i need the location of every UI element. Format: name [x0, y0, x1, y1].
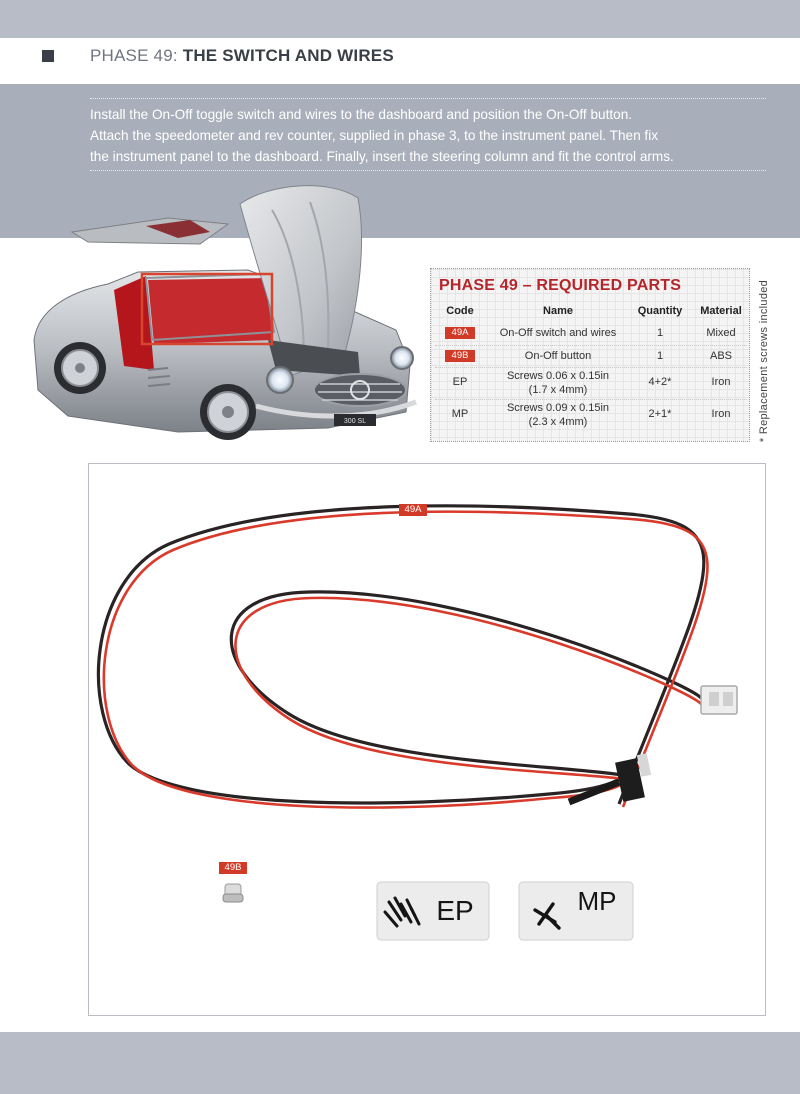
top-band — [0, 0, 800, 38]
part-name: On-Off button — [524, 350, 592, 362]
header-code: Code — [446, 305, 474, 317]
row-separator — [435, 367, 747, 368]
bag-mp-label: MP — [577, 886, 617, 916]
title-square-icon — [42, 50, 54, 62]
part-quantity: 1 — [656, 350, 664, 362]
phase-prefix: PHASE 49: — [90, 46, 178, 65]
label-49b: 49B — [219, 862, 247, 874]
part-material: Mixed — [706, 327, 736, 339]
replacement-note-text: * Replacement screws included — [758, 279, 770, 443]
intro-rule-bottom — [90, 170, 766, 171]
part-quantity: 1 — [656, 327, 664, 339]
header-material: Material — [700, 305, 742, 317]
title-bar — [0, 38, 800, 84]
header-quantity: Quantity — [637, 305, 683, 317]
intro-text — [90, 104, 780, 167]
replacement-note — [754, 268, 774, 454]
header-name: Name — [543, 305, 573, 317]
part-name-line: (1.7 x 4mm) — [528, 384, 588, 396]
intro-line: the instrument panel to the dashboard. Finally, insert the steering column and fit the control arms. — [90, 149, 674, 164]
wire-black-loop — [231, 592, 701, 776]
parts-photo — [88, 463, 766, 1016]
part-name-line: (2.3 x 4mm) — [528, 416, 588, 428]
car-illustration — [28, 180, 428, 450]
bag-ep-label: EP — [436, 895, 474, 926]
row-separator — [435, 399, 747, 400]
intro-rule-top — [90, 98, 766, 99]
part-quantity: 4+2* — [648, 376, 672, 388]
part-code: EP — [452, 376, 468, 388]
part-name — [489, 401, 627, 429]
intro-line: Install the On-Off toggle switch and wires to the dashboard and position the On-Off button. — [90, 107, 633, 122]
part-quantity: 2+1* — [648, 408, 672, 420]
part-name: On-Off switch and wires — [499, 327, 617, 339]
part-code: MP — [451, 408, 469, 420]
required-parts-table — [430, 268, 750, 442]
bottom-band — [0, 1032, 800, 1094]
label-49a: 49A — [399, 504, 427, 516]
code-badge-49a: 49A — [445, 327, 475, 339]
intro-line: Attach the speedometer and rev counter, supplied in phase 3, to the instrument panel. Then fix — [90, 128, 659, 143]
wire-black — [98, 506, 703, 804]
code-badge-49b: 49B — [445, 350, 475, 362]
license-plate: 300 SL — [343, 418, 367, 425]
row-separator — [435, 345, 747, 346]
phase-title: THE SWITCH AND WIRES — [182, 46, 394, 65]
part-name — [489, 369, 627, 397]
part-material: Iron — [711, 376, 731, 388]
part-name-line: Screws 0.09 x 0.15in — [506, 402, 610, 414]
part-material: Iron — [711, 408, 731, 420]
part-name-line: Screws 0.06 x 0.15in — [506, 370, 610, 382]
wire-red-loop — [235, 598, 701, 780]
page-title — [90, 46, 394, 66]
part-material: ABS — [709, 350, 732, 362]
parts-table-title: PHASE 49 – REQUIRED PARTS — [439, 277, 682, 294]
